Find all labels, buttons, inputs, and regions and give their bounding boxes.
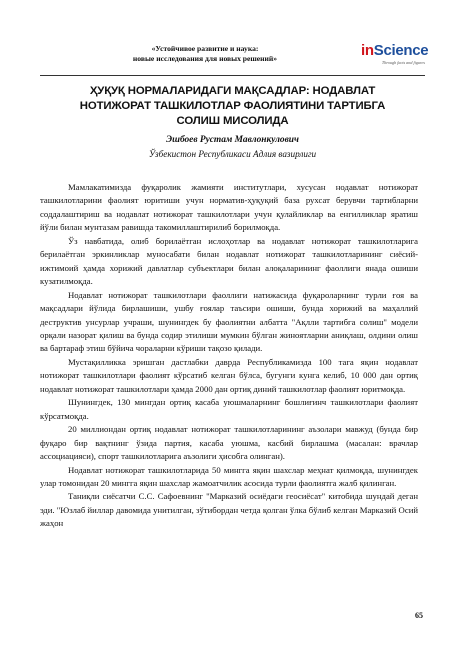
logo-science-text: Science	[373, 42, 429, 59]
article-body	[40, 181, 418, 531]
page-number: 65	[415, 611, 423, 620]
logo-tagline: Through facts and figures	[381, 60, 425, 65]
body-paragraph: Таниқли сиёсатчи С.С. Сафоевнинг "Марказий осиёдаги геосиёсат" китобида шундай деган эди. "Юзлаб йиллар давомида унитилган, зўтибордан четда қолган ўлка бўлиб келган Марказий Осий жаҳон	[40, 491, 418, 529]
logo-in-text: in	[361, 42, 374, 59]
conference-title-line-1: «Устойчивое развитие и наука:	[151, 44, 259, 53]
author-affiliation: Ўзбекистон Республикаси Адлия вазирлиги	[148, 149, 317, 159]
inscience-logo	[361, 40, 429, 70]
article-title-line: СОЛИШ МИСОЛИДА	[176, 115, 289, 127]
body-paragraph: Шунингдек, 130 мингдан ортиқ касаба уюшмаларнинг бошлиғинч ташкилотлари фаолият кўрсатмоқда.	[40, 397, 418, 421]
author-name: Эшбоев Рустам Мавлонкулович	[166, 135, 299, 145]
conference-title-line-2: новые исследования для новых решений»	[132, 54, 278, 63]
body-paragraph: 20 миллиондан ортиқ нодавлат нотижорат ташкилотларининг аъзолари мавжуд (бунда бир фуқаро бир вақтнинг ўзида партия, касаба уюшма, касбий бирлашма (масалан: врачлар ассоциацияси), спорт ташкилотларига аъзолиги ҳисобга олинган).	[40, 424, 418, 462]
body-paragraph: Нодавлат нотижорат ташкилотлари фаоллиги натижасида фуқароларнинг турли ғоя ва мақсадлари йўлида бирлашиши, ушбу ғоялар таъсири ошиши, бунда хорижий ва маҳаллий деструктив унсурлар учраши, шунингдек бу фаолиятни албатта "Ақлли тартибга солиш" модели орқали назорат қилиш ва бунда содир этилиши мумкин бўлган жиноятларни аниқлаш, олдини олиш ва бартараф этиш бўйича чораларни кўриши тақозо қилади.	[40, 289, 418, 354]
page-header	[40, 40, 429, 74]
header-divider	[40, 75, 425, 76]
body-paragraph: Нодавлат нотижорат ташкилотларида 50 мингга яқин шахслар меҳнат қилмоқда, шунингдек улар томонидан 20 мингга яқин шахслар жамоатчилик асосида турли фаолиятга жалб қилинган.	[40, 464, 418, 488]
article-title	[40, 84, 425, 129]
body-paragraph: Ўз навбатида, олиб борилаётган ислоҳотлар ва нодавлат нотижорат ташкилотларига берилаётган эркинликлар муносабати билан нодавлат нотижорат ташкилотларининг сиёсий-ижтимоий ҳамда хорижий давлатлар субъектлари билан алоқаларининг фаоллиги янада ошиши кузатилмоқда.	[40, 235, 418, 287]
article-title-line: ҲУҚУҚ НОРМАЛАРИДАГИ МАҚСАДЛАР: НОДАВЛАТ	[89, 85, 376, 97]
article-title-line: НОТИЖОРАТ ТАШКИЛОТЛАР ФАОЛИЯТИНИ ТАРТИБГА	[79, 100, 386, 112]
logo-wordmark	[361, 42, 428, 59]
body-paragraph: Мустақилликка эришган дастлабки даврда Республикамизда 100 тага яқин нодавлат нотижорат ташкилотлари фаолият кўрсатиб келган бўлса, бугунги кунга келиб, 10 000 дан ортиқ нодавлат нотижорат ташкилотлари ҳамда 2000 дан ортиқ диний ташкилотлар фаолият юритмоқда.	[40, 356, 418, 394]
body-paragraph: Мамлакатимизда фуқаролик жамияти институтлари, хусусан нодавлат нотижорат ташкилотларини фаолият юритиши учун норматив-ҳуқуқий база рухсат берувчи тартибларни соддалаштириш ва нодавлат нотижорат ташкилотлари учун қулайликлар ва енгилликлар яратиш йўли билан мунтазам равишда такомиллаштирилиб борилмоқда.	[40, 182, 418, 233]
